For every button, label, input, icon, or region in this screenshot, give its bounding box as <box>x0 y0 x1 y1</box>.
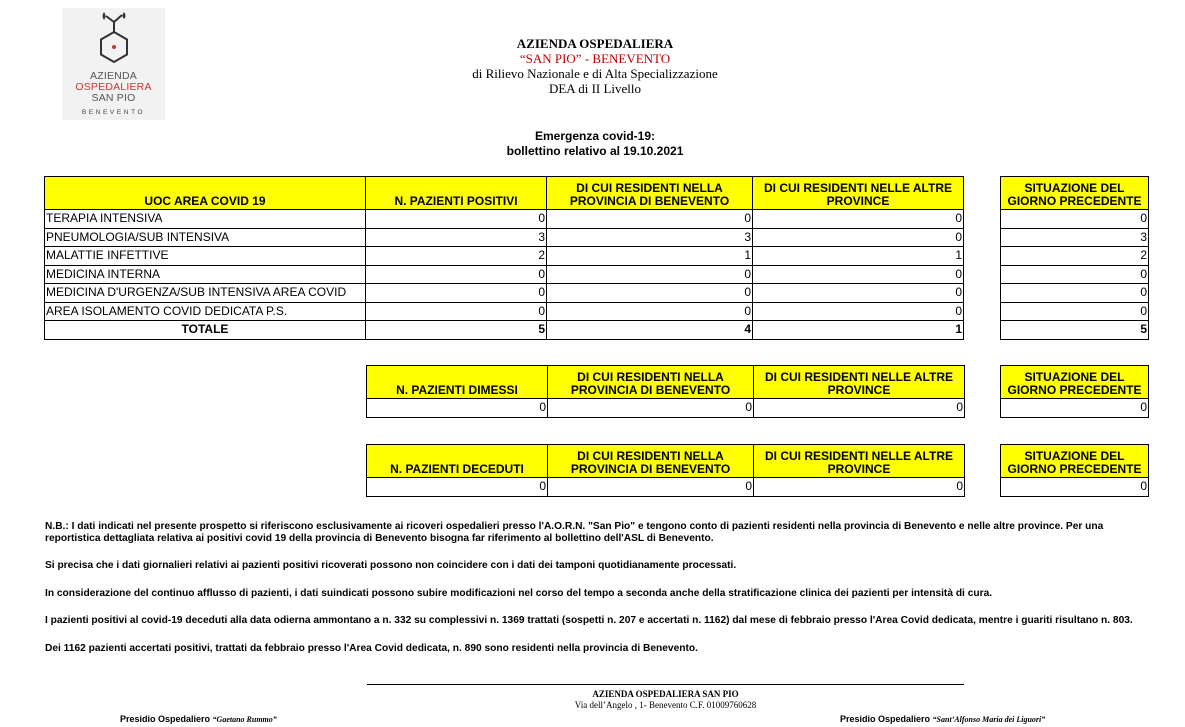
total-row <box>45 321 964 340</box>
header-uoc: UOC AREA COVID 19 <box>45 177 366 210</box>
row-bn: 3 <box>547 228 753 247</box>
prev-value: 0 <box>1001 478 1149 497</box>
table-row <box>45 228 964 247</box>
header-residenti-bn: DI CUI RESIDENTI NELLA PROVINCIA DI BENEVENTO <box>548 366 754 399</box>
header-residenti-bn: DI CUI RESIDENTI NELLA PROVINCIA DI BENEVENTO <box>547 177 753 210</box>
header-prev-day: SITUAZIONE DEL GIORNO PRECEDENTE <box>1001 177 1149 210</box>
row-altre: 0 <box>753 265 964 284</box>
row-pos: 3 <box>366 228 547 247</box>
header-residenti-altre: DI CUI RESIDENTI NELLE ALTRE PROVINCE <box>753 177 964 210</box>
presidio-right-name: “Sant’Alfonso Maria dei Liguori” <box>932 715 1046 724</box>
total-altre: 1 <box>753 321 964 340</box>
row-name: MEDICINA INTERNA <box>45 265 366 284</box>
document-header <box>395 36 795 96</box>
row-bn: 0 <box>547 284 753 303</box>
logo-line3: SAN PIO <box>91 92 136 104</box>
discharged-previous-day-table <box>1000 365 1149 418</box>
hexagon-leaf-icon <box>90 10 138 66</box>
prev-value: 0 <box>1001 302 1149 321</box>
title-line1: Emergenza covid-19: <box>534 129 656 143</box>
dimessi-bn-value: 0 <box>548 399 754 418</box>
row-pos: 0 <box>366 284 547 303</box>
prev-value: 0 <box>1001 399 1149 418</box>
row-pos: 2 <box>366 247 547 266</box>
total-bn: 4 <box>547 321 753 340</box>
row-altre: 0 <box>753 210 964 229</box>
header-line1: AZIENDA OSPEDALIERA <box>516 36 674 51</box>
deceased-table <box>366 444 965 497</box>
header-prev-day: SITUAZIONE DEL GIORNO PRECEDENTE <box>1001 366 1149 399</box>
dimessi-altre-value: 0 <box>754 399 965 418</box>
prev-value: 3 <box>1001 228 1149 247</box>
row-altre: 0 <box>753 302 964 321</box>
header-positivi: N. PAZIENTI POSITIVI <box>366 177 547 210</box>
row-name: AREA ISOLAMENTO COVID DEDICATA P.S. <box>45 302 366 321</box>
presidio-left <box>120 714 277 724</box>
header-line4: DEA di II Livello <box>548 81 642 96</box>
header-residenti-altre: DI CUI RESIDENTI NELLE ALTRE PROVINCE <box>754 445 965 478</box>
dimessi-value: 0 <box>367 399 548 418</box>
prev-value: 0 <box>1001 284 1149 303</box>
title-line2: bollettino relativo al 19.10.2021 <box>506 144 684 158</box>
logo-line4: BENEVENTO <box>81 109 146 116</box>
presidio-left-name: “Gaetano Rummo” <box>212 715 277 724</box>
row-name: MALATTIE INFETTIVE <box>45 247 366 266</box>
row-altre: 1 <box>753 247 964 266</box>
row-bn: 0 <box>547 265 753 284</box>
footer-divider <box>367 684 964 685</box>
total-label: TOTALE <box>45 321 366 340</box>
row-bn: 1 <box>547 247 753 266</box>
deceduti-altre-value: 0 <box>754 478 965 497</box>
presidio-right-label: Presidio Ospedaliero <box>840 714 931 724</box>
deceduti-value: 0 <box>367 478 548 497</box>
row-altre: 0 <box>753 284 964 303</box>
logo-line1: AZIENDA <box>90 70 137 82</box>
row-pos: 0 <box>366 265 547 284</box>
table-row <box>45 210 964 229</box>
header-residenti-bn: DI CUI RESIDENTI NELLA PROVINCIA DI BENEVENTO <box>548 445 754 478</box>
header-dimessi: N. PAZIENTI DIMESSI <box>367 366 548 399</box>
positives-table <box>44 176 964 340</box>
header-prev-day: SITUAZIONE DEL GIORNO PRECEDENTE <box>1001 445 1149 478</box>
table-row <box>45 302 964 321</box>
row-pos: 0 <box>366 302 547 321</box>
row-name: MEDICINA D'URGENZA/SUB INTENSIVA AREA COVID <box>45 284 366 303</box>
presidio-right <box>840 714 1045 724</box>
row-pos: 0 <box>366 210 547 229</box>
positives-previous-day-table <box>1000 176 1149 340</box>
prev-value: 0 <box>1001 265 1149 284</box>
note-paragraph: Dei 1162 pazienti accertati positivi, trattati da febbraio presso l'Area Covid dedicata, n. 890 sono residenti nella provincia di Benevento. <box>45 642 698 654</box>
row-name: PNEUMOLOGIA/SUB INTENSIVA <box>45 228 366 247</box>
note-paragraph: In considerazione del continuo afflusso di pazienti, i dati suindicati possono subire modificazioni nel corso del tempo a seconda anche della stratificazione clinica dei pazienti per intensità di cura. <box>45 587 993 599</box>
row-bn: 0 <box>547 210 753 229</box>
deceased-previous-day-table <box>1000 444 1149 497</box>
logo-line2: OSPEDALIERA <box>75 81 152 93</box>
row-bn: 0 <box>547 302 753 321</box>
table-row <box>45 265 964 284</box>
table-row <box>45 247 964 266</box>
presidio-left-label: Presidio Ospedaliero <box>120 714 211 724</box>
table-row <box>367 399 965 418</box>
header-residenti-altre: DI CUI RESIDENTI NELLE ALTRE PROVINCE <box>754 366 965 399</box>
total-pos: 5 <box>366 321 547 340</box>
row-name: TERAPIA INTENSIVA <box>45 210 366 229</box>
bulletin-title <box>395 129 795 159</box>
hospital-logo <box>62 8 165 120</box>
footer-address: Via dell’Angelo , 1- Benevento C.F. 01009760628 <box>574 700 757 710</box>
prev-value: 2 <box>1001 247 1149 266</box>
prev-value: 0 <box>1001 210 1149 229</box>
prev-total: 5 <box>1001 321 1149 340</box>
table-row <box>45 284 964 303</box>
row-altre: 0 <box>753 228 964 247</box>
footer-org-name: AZIENDA OSPEDALIERA SAN PIO <box>592 689 739 699</box>
note-paragraph: I pazienti positivi al covid-19 deceduti alla data odierna ammontano a n. 332 su complessivi n. 1369 trattati (sospetti n. 207 e accertati n. 1162) dal mese di febbraio presso l'Area Covid dedicata, mentre i guariti risultano n. 803. <box>45 615 1133 626</box>
discharged-table <box>366 365 965 418</box>
note-paragraph: N.B.: I dati indicati nel presente prospetto si riferiscono esclusivamente ai ricoveri ospedalieri presso l'A.O.R.N. "San Pio" e tengono conto di pazienti residenti nella provincia di Benevento e nelle altre province. Per una reportistica dettagliata relativa ai positivi covid 19 della provincia di Benevento bisogna far riferimento al bollettino dell'ASL di Benevento. <box>45 521 1104 544</box>
note-paragraph: Si precisa che i dati giornalieri relativi ai pazienti positivi ricoverati possono non coincidere con i dati dei tamponi quotidianamente processati. <box>45 560 737 571</box>
notes-section <box>45 521 1150 654</box>
header-deceduti: N. PAZIENTI DECEDUTI <box>367 445 548 478</box>
table-row <box>367 478 965 497</box>
deceduti-bn-value: 0 <box>548 478 754 497</box>
header-line2: “SAN PIO” - BENEVENTO <box>519 51 671 66</box>
header-line3: di Rilievo Nazionale e di Alta Specializzazione <box>472 66 718 81</box>
